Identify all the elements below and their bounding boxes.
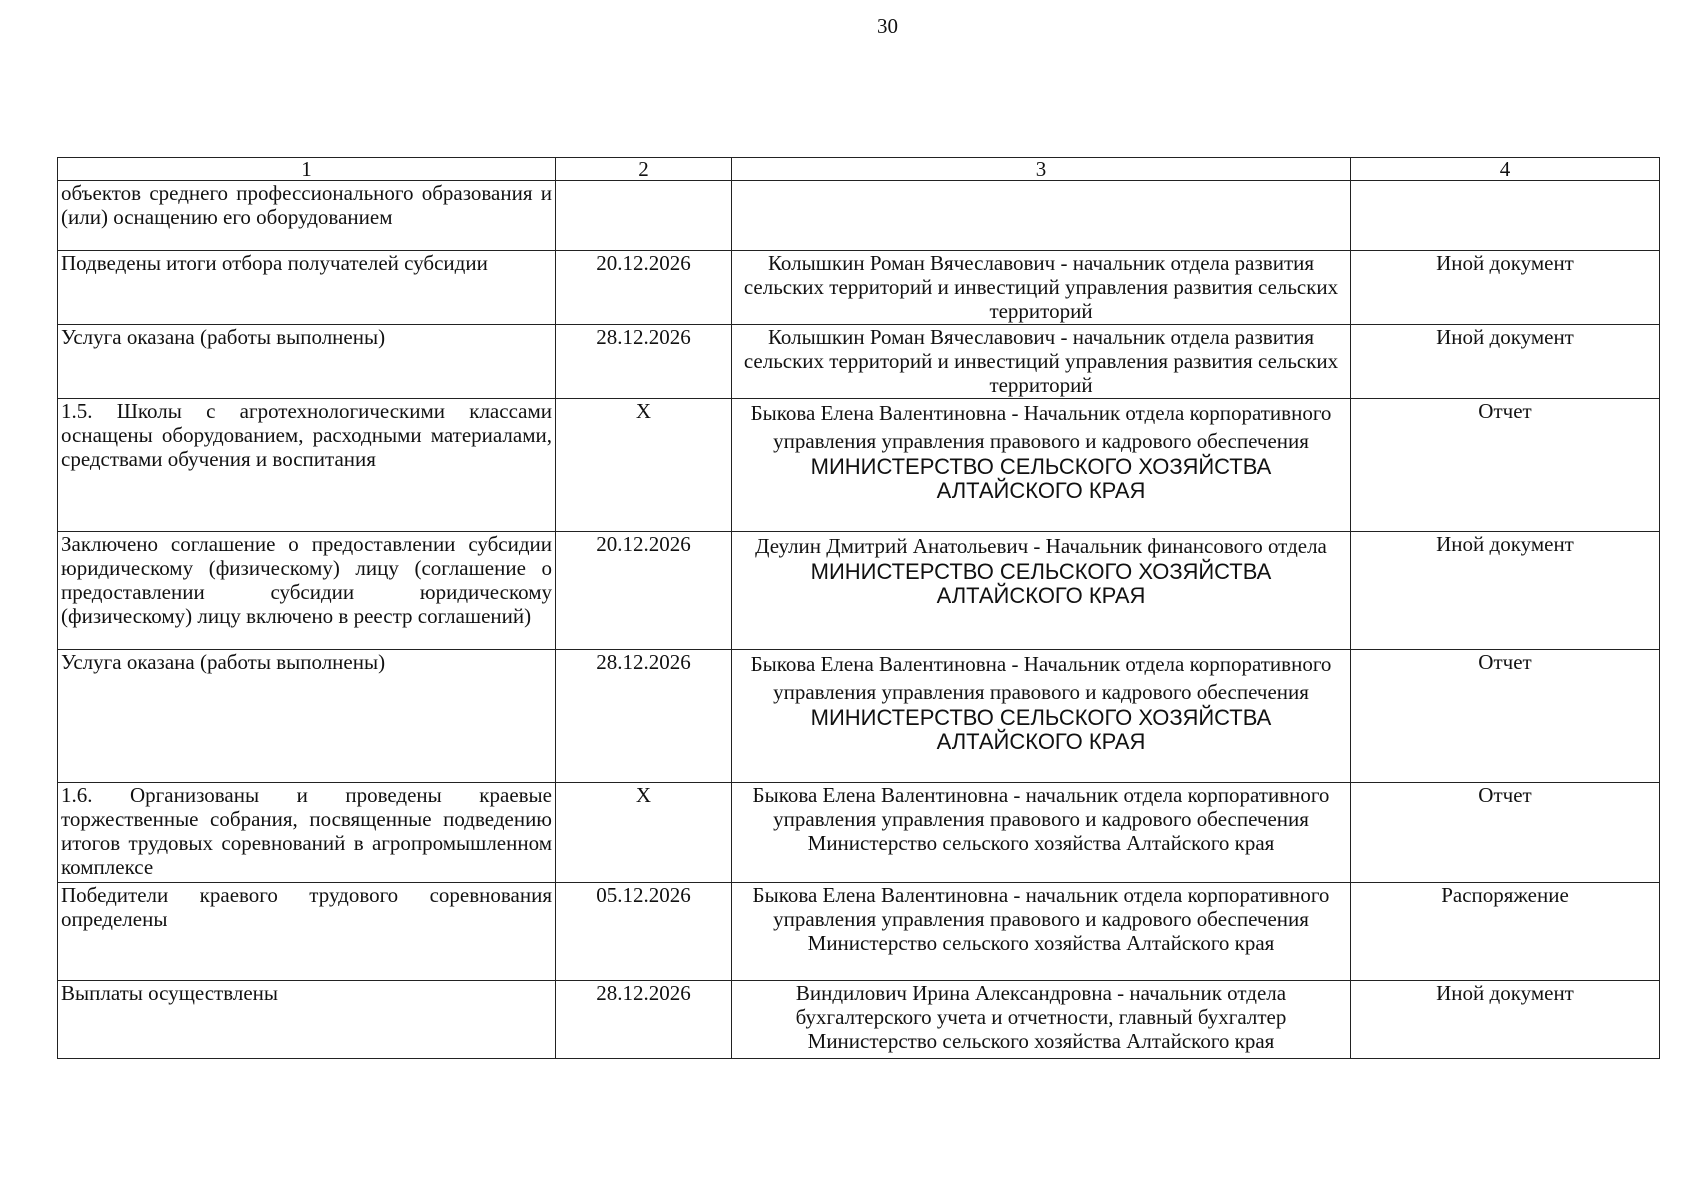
event-cell: 1.5. Школы с агротехнологическими классами оснащены оборудованием, расходными материалами, средствами обучения и воспитания — [58, 399, 556, 532]
event-cell: 1.6. Организованы и проведены краевые торжественные собрания, посвященные подведению итогов трудовых соревнований в агропромышленном комплексе — [58, 783, 556, 883]
document-type-cell: Иной документ — [1351, 251, 1660, 325]
responsible-person: Быкова Елена Валентиновна - Начальник отдела корпоративного управления управления правового и кадрового обеспечения — [750, 652, 1332, 704]
responsible-cell — [732, 181, 1351, 251]
responsible-cell — [732, 251, 1351, 325]
date-cell: X — [556, 783, 732, 883]
table-row — [58, 783, 1660, 883]
document-type-cell: Иной документ — [1351, 981, 1660, 1059]
document-type-cell: Отчет — [1351, 399, 1660, 532]
date-cell: 20.12.2026 — [556, 532, 732, 650]
table-row — [58, 181, 1660, 251]
page-number: 30 — [877, 14, 898, 38]
date-cell — [556, 181, 732, 251]
ministry-name: МИНИСТЕРСТВО СЕЛЬСКОГО ХОЗЯЙСТВА АЛТАЙСКОГО КРАЯ — [810, 705, 1272, 754]
event-cell: Победители краевого трудового соревнования определены — [58, 883, 556, 981]
ministry-name: МИНИСТЕРСТВО СЕЛЬСКОГО ХОЗЯЙСТВА АЛТАЙСКОГО КРАЯ — [810, 559, 1272, 608]
column-header-1: 1 — [58, 158, 556, 181]
document-type-cell: Отчет — [1351, 783, 1660, 883]
date-cell: 20.12.2026 — [556, 251, 732, 325]
table-row — [58, 532, 1660, 650]
date-cell: 28.12.2026 — [556, 325, 732, 399]
document-type-cell: Отчет — [1351, 650, 1660, 783]
column-header-4: 4 — [1351, 158, 1660, 181]
table-row — [58, 325, 1660, 399]
responsible-cell — [732, 783, 1351, 883]
responsible-person: Деулин Дмитрий Анатольевич - Начальник финансового отдела — [755, 534, 1327, 558]
responsible-person: Колышкин Роман Вячеславович - начальник отдела развития сельских территорий и инвестиций управления развития сельских территорий — [743, 251, 1339, 323]
column-header-3: 3 — [732, 158, 1351, 181]
date-cell: 05.12.2026 — [556, 883, 732, 981]
document-type-cell — [1351, 181, 1660, 251]
responsible-person: Быкова Елена Валентиновна - начальник отдела корпоративного управления управления правового и кадрового обеспечения Министерство сельского хозяйства Алтайского края — [752, 783, 1330, 855]
document-type-cell: Иной документ — [1351, 532, 1660, 650]
responsible-cell — [732, 325, 1351, 399]
table-row — [58, 399, 1660, 532]
date-cell: X — [556, 399, 732, 532]
responsible-cell — [732, 981, 1351, 1059]
table-header-row — [58, 158, 1660, 181]
event-cell: Заключено соглашение о предоставлении субсидии юридическому (физическому) лицу (соглашение о предоставлении субсидии юридическому (физическому) лицу включено в реестр соглашений) — [58, 532, 556, 650]
event-cell: Услуга оказана (работы выполнены) — [58, 650, 556, 783]
date-cell: 28.12.2026 — [556, 650, 732, 783]
schedule-table — [57, 157, 1660, 1059]
ministry-name: МИНИСТЕРСТВО СЕЛЬСКОГО ХОЗЯЙСТВА АЛТАЙСКОГО КРАЯ — [810, 454, 1272, 503]
responsible-person: Быкова Елена Валентиновна - начальник отдела корпоративного управления управления правового и кадрового обеспечения Министерство сельского хозяйства Алтайского края — [752, 883, 1330, 955]
responsible-person: Виндилович Ирина Александровна - начальник отдела бухгалтерского учета и отчетности, главный бухгалтер Министерство сельского хозяйства Алтайского края — [795, 981, 1287, 1053]
responsible-cell — [732, 399, 1351, 532]
responsible-person: Колышкин Роман Вячеславович - начальник отдела развития сельских территорий и инвестиций управления развития сельских территорий — [743, 325, 1339, 397]
event-cell: Услуга оказана (работы выполнены) — [58, 325, 556, 399]
table-row — [58, 883, 1660, 981]
document-type-cell: Распоряжение — [1351, 883, 1660, 981]
responsible-person: Быкова Елена Валентиновна - Начальник отдела корпоративного управления управления правового и кадрового обеспечения — [750, 401, 1332, 453]
table-row — [58, 251, 1660, 325]
date-cell: 28.12.2026 — [556, 981, 732, 1059]
table-row — [58, 650, 1660, 783]
event-cell: Выплаты осуществлены — [58, 981, 556, 1059]
responsible-cell — [732, 883, 1351, 981]
event-cell: Подведены итоги отбора получателей субсидии — [58, 251, 556, 325]
column-header-2: 2 — [556, 158, 732, 181]
table-row — [58, 981, 1660, 1059]
document-type-cell: Иной документ — [1351, 325, 1660, 399]
event-cell: объектов среднего профессионального образования и (или) оснащению его оборудованием — [58, 181, 556, 251]
responsible-cell — [732, 532, 1351, 650]
responsible-cell — [732, 650, 1351, 783]
